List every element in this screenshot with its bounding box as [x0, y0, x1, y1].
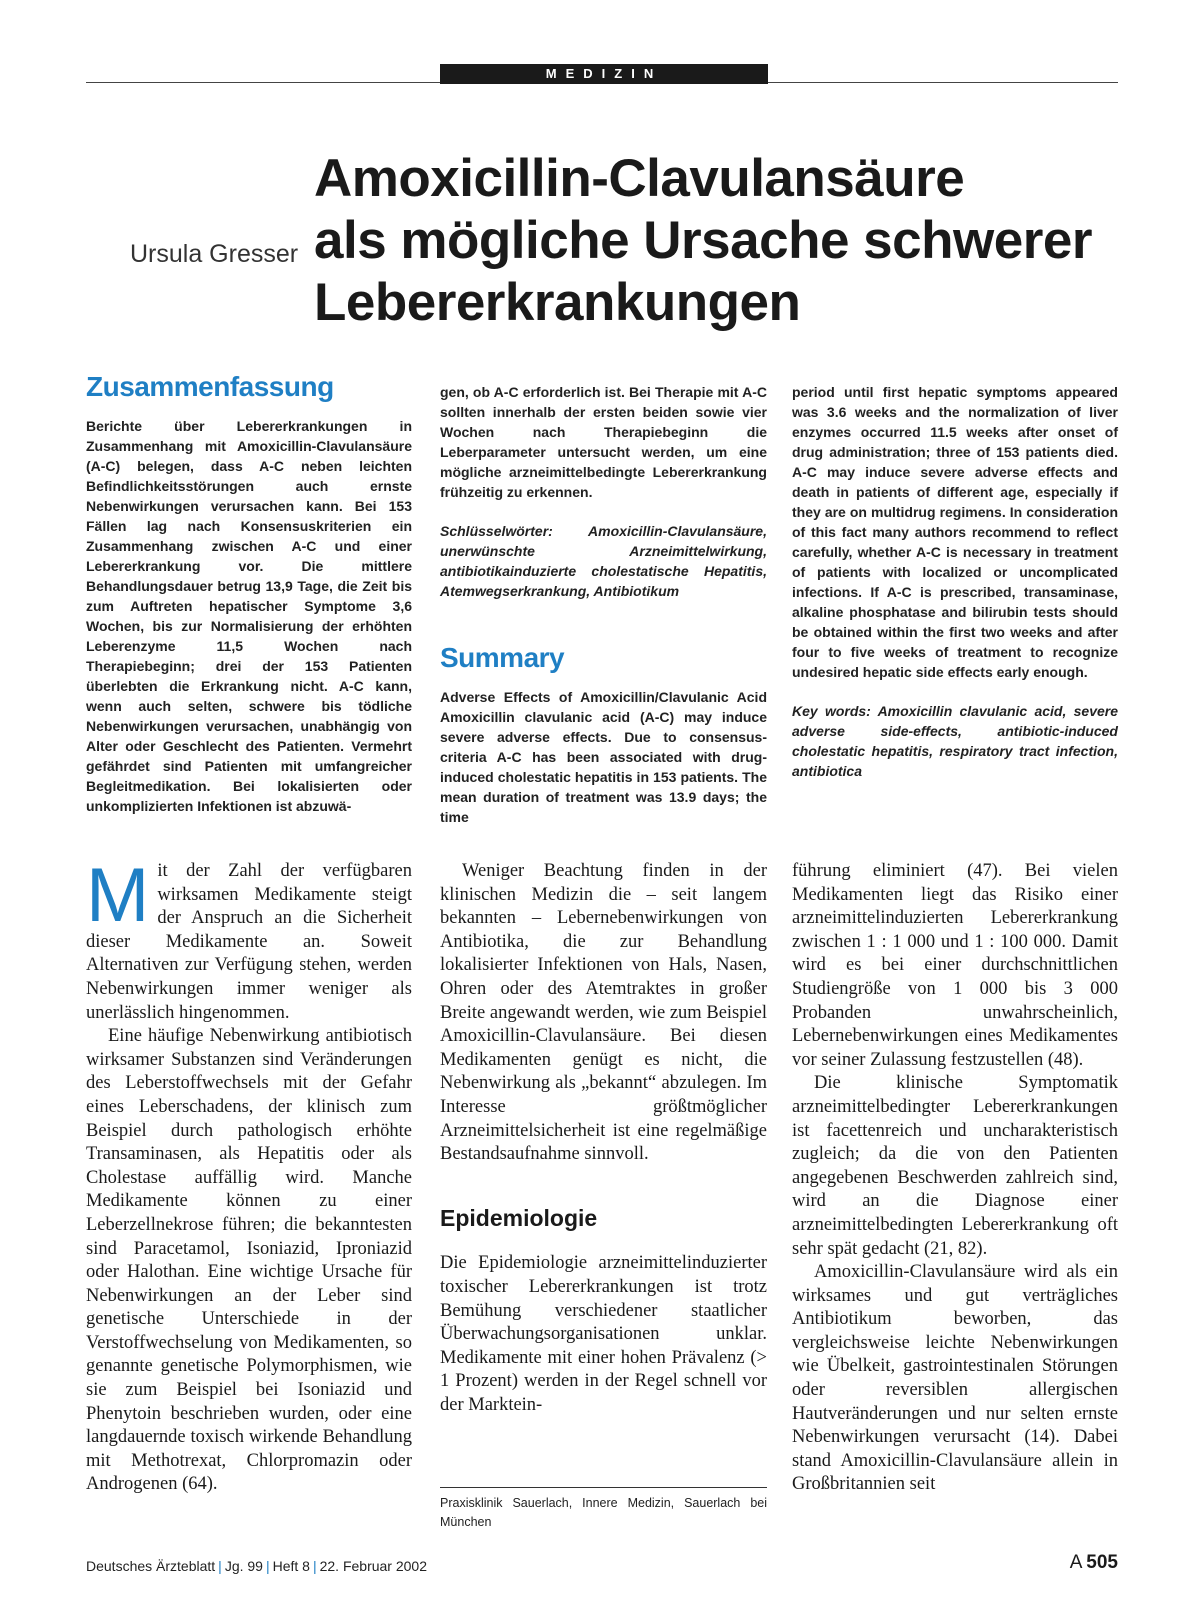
issue: Heft 8	[272, 1558, 310, 1574]
section-heading-epidemiologie: Epidemiologie	[440, 1204, 598, 1231]
article-title	[314, 148, 1174, 334]
body-paragraph: Eine häufige Nebenwirkung antibiotisch wirksamer Substanzen sind Veränderungen des Leberstoffwechsels mit der Gefahr eines Leberschadens, der klinisch zum Beispiel durch pathologisch erhöhte Transaminasen, als Hepatitis oder als Cholestase auffällig wird. Manche Medikamente können zu einer Leberzellnekrose führen; die bekanntesten sind Paracetamol, Isoniazid, Iproniazid oder Halothan. Eine wichtige Ursache für Nebenwirkungen an der Leber sind genetische Unterschiede in der Verstoffwechselung von Medikamenten, so genannte genetische Polymorphismen, wie sie zum Beispiel bei Isoniazid und Phenytoin beschrieben wurden, oder eine langdauernde toxisch wirkende Behandlung mit Methotrexat, Chlorpromazin oder Androgenen (64).	[86, 1026, 412, 1495]
abstract-column-1	[86, 370, 412, 816]
title-line-1: Amoxicillin-Clavulansäure	[314, 149, 965, 208]
body-column-2	[440, 860, 767, 1417]
abstract-heading-en: Summary	[440, 642, 565, 673]
volume: Jg. 99	[224, 1558, 263, 1574]
body-paragraph: führung eliminiert (47). Bei vielen Medikamenten liegt das Risiko einer arzneimittelinduzierten Lebererkrankung zwischen 1 : 1 000 und 1 : 100 000. Damit wird es bei einer durchschnittlichen Studiengröße von 1 000 bis 3 000 Probanden unwahrscheinlich, Lebernebenwirkungen eines Medikamentes vor seiner Zulassung festzustellen (48).	[792, 861, 1118, 1070]
abstract-heading-de: Zusammenfassung	[86, 371, 334, 402]
author-name: Ursula Gresser	[130, 240, 299, 268]
abstract-de-text: Berichte über Lebererkrankungen in Zusammenhang mit Amoxicillin-Clavulansäure (A-C) belegen, dass A-C neben leichten Befindlichkeitsstörungen auch ernste Nebenwirkungen verursachen kann. Bei 153 Fällen lag nach Konsensuskriterien ein Zusammenhang zwischen A-C und einer Lebererkrankung vor. Die mittlere Behandlungsdauer betrug 13,9 Tage, die Zeit bis zum Auftreten hepatischer Symptome 3,6 Wochen, bis zur Normalisierung der erhöhten Leberenzyme 11,5 Wochen nach Therapiebeginn; drei der 153 Patienten überlebten die Erkrankung nicht. A-C kann, wenn auch selten, schwere bis tödliche Nebenwirkungen verursachen, unabhängig von Alter oder Geschlecht des Patienten. Vermehrt gefährdet sind Patienten mit umfangreicher Begleitmedikation. Bei lokalisierten oder unkomplizierten Infektionen ist abzuwä-	[86, 418, 412, 814]
author-affiliation: Praxisklinik Sauerlach, Innere Medizin, Sauerlach bei München	[440, 1496, 767, 1529]
title-line-2: als mögliche Ursache schwerer	[314, 211, 1092, 270]
abstract-de-text-continued: gen, ob A-C erforderlich ist. Bei Therapie mit A-C sollten innerhalb der ersten beiden sowie vier Wochen nach Therapiebeginn die Leberparameter untersucht werden, um eine mögliche arzneimittelbedingte Lebererkrankung frühzeitig zu erkennen.	[440, 384, 767, 500]
abstract-en-text: Adverse Effects of Amoxicillin/Clavulanic Acid Amoxicillin clavulanic acid (A-C) may induce severe adverse effects. Due to consensus-criteria A-C has been associated with drug-induced cholestatic hepatitis in 153 patients. The mean duration of treatment was 13.9 days; the time	[440, 689, 767, 825]
issue-date: 22. Februar 2002	[319, 1558, 427, 1574]
body-column-1	[86, 853, 412, 1497]
drop-cap: M	[86, 853, 150, 938]
section-label: MEDIZIN	[440, 64, 768, 84]
keywords-en: Key words: Amoxicillin clavulanic acid, severe adverse side-effects, antibiotic-induced cholestatic hepatitis, respiratory tract infection, antibiotica	[792, 703, 1118, 779]
abstract-column-3	[792, 382, 1118, 781]
body-paragraph: Die Epidemiologie arzneimittelinduzierter toxischer Lebererkrankungen ist trotz Bemühung verschiedener staatlicher Überwachungsorganisationen unklar. Medikamente mit einer hohen Prävalenz (> 1 Prozent) werden in der Regel schnell vor der Marktein-	[440, 1253, 767, 1415]
abstract-en-text-continued: period until first hepatic symptoms appeared was 3.6 weeks and the normalization of liver enzymes occurred 11.5 weeks after onset of drug administration; three of 153 patients died. A-C may induce severe adverse effects and death in patients of different age, especially if they are on multidrug regimens. In consideration of this fact many authors recommend to reflect carefully, whether A-C is necessary in treatment of patients with localized or uncomplicated infections. If A-C is prescribed, transaminase, alkaline phosphatase and bilirubin tests should be obtained within the first two weeks and after four to five weeks of treatment to recognize undesired hepatic side effects early enough.	[792, 384, 1118, 680]
body-paragraph: it der Zahl der verfügbaren wirksamen Medikamente steigt der Anspruch an die Sicherheit dieser Medikamente an. Soweit Alternativen zur Verfügung stehen, werden Nebenwirkungen immer weniger als unerlässlich hingenommen.	[86, 861, 412, 1023]
body-column-3	[792, 860, 1118, 1497]
keywords-de: Schlüsselwörter: Amoxicillin-Clavulansäure, unerwünschte Arzneimittelwirkung, antibiotikainduzierte cholestatische Hepatitis, Atemwegserkrankung, Antibiotikum	[440, 523, 767, 599]
body-paragraph: Amoxicillin-Clavulansäure wird als ein wirksames und gut verträgliches Antibiotikum beworben, das vergleichsweise leichte Nebenwirkungen wie Übelkeit, gastrointestinalen Störungen oder reversiblen allergischen Hautveränderungen und nur selten ernste Nebenwirkungen verursacht (14). Dabei stand Amoxicillin-Clavulansäure allein in Großbritannien seit	[792, 1262, 1118, 1495]
page-footer: Deutsches Ärzteblatt | Jg. 99 | Heft 8 | 22. Februar 2002	[86, 1558, 427, 1574]
page-number: A 505	[1069, 1552, 1118, 1573]
body-paragraph: Die klinische Symptomatik arzneimittelbedingter Lebererkrankungen ist facettenreich und uncharakteristisch zugleich; da die von den Patienten angegebenen Beschwerden zahlreich sind, wird an die Diagnose einer arzneimittelbedingten Lebererkrankung oft sehr spät gedacht (21, 82).	[792, 1073, 1118, 1259]
title-line-3: Lebererkrankungen	[314, 273, 801, 332]
journal-name: Deutsches Ärzteblatt	[86, 1558, 216, 1574]
abstract-column-2	[440, 382, 767, 827]
footnote-divider	[440, 1487, 767, 1488]
body-paragraph: Weniger Beachtung finden in der klinischen Medizin die – seit langem bekannten – Lebernebenwirkungen von Antibiotika, die zur Behandlung lokalisierter Infektionen von Hals, Nasen, Ohren oder des Atemtraktes in großer Breite angewandt werden, wie zum Beispiel Amoxicillin-Clavulansäure. Bei diesen Medikamenten genügt es nicht, die Nebenwirkung als „bekannt“ abzulegen. Im Interesse größtmöglicher Arzneimittelsicherheit ist eine regelmäßige Bestandsaufnahme sinnvoll.	[440, 861, 767, 1165]
